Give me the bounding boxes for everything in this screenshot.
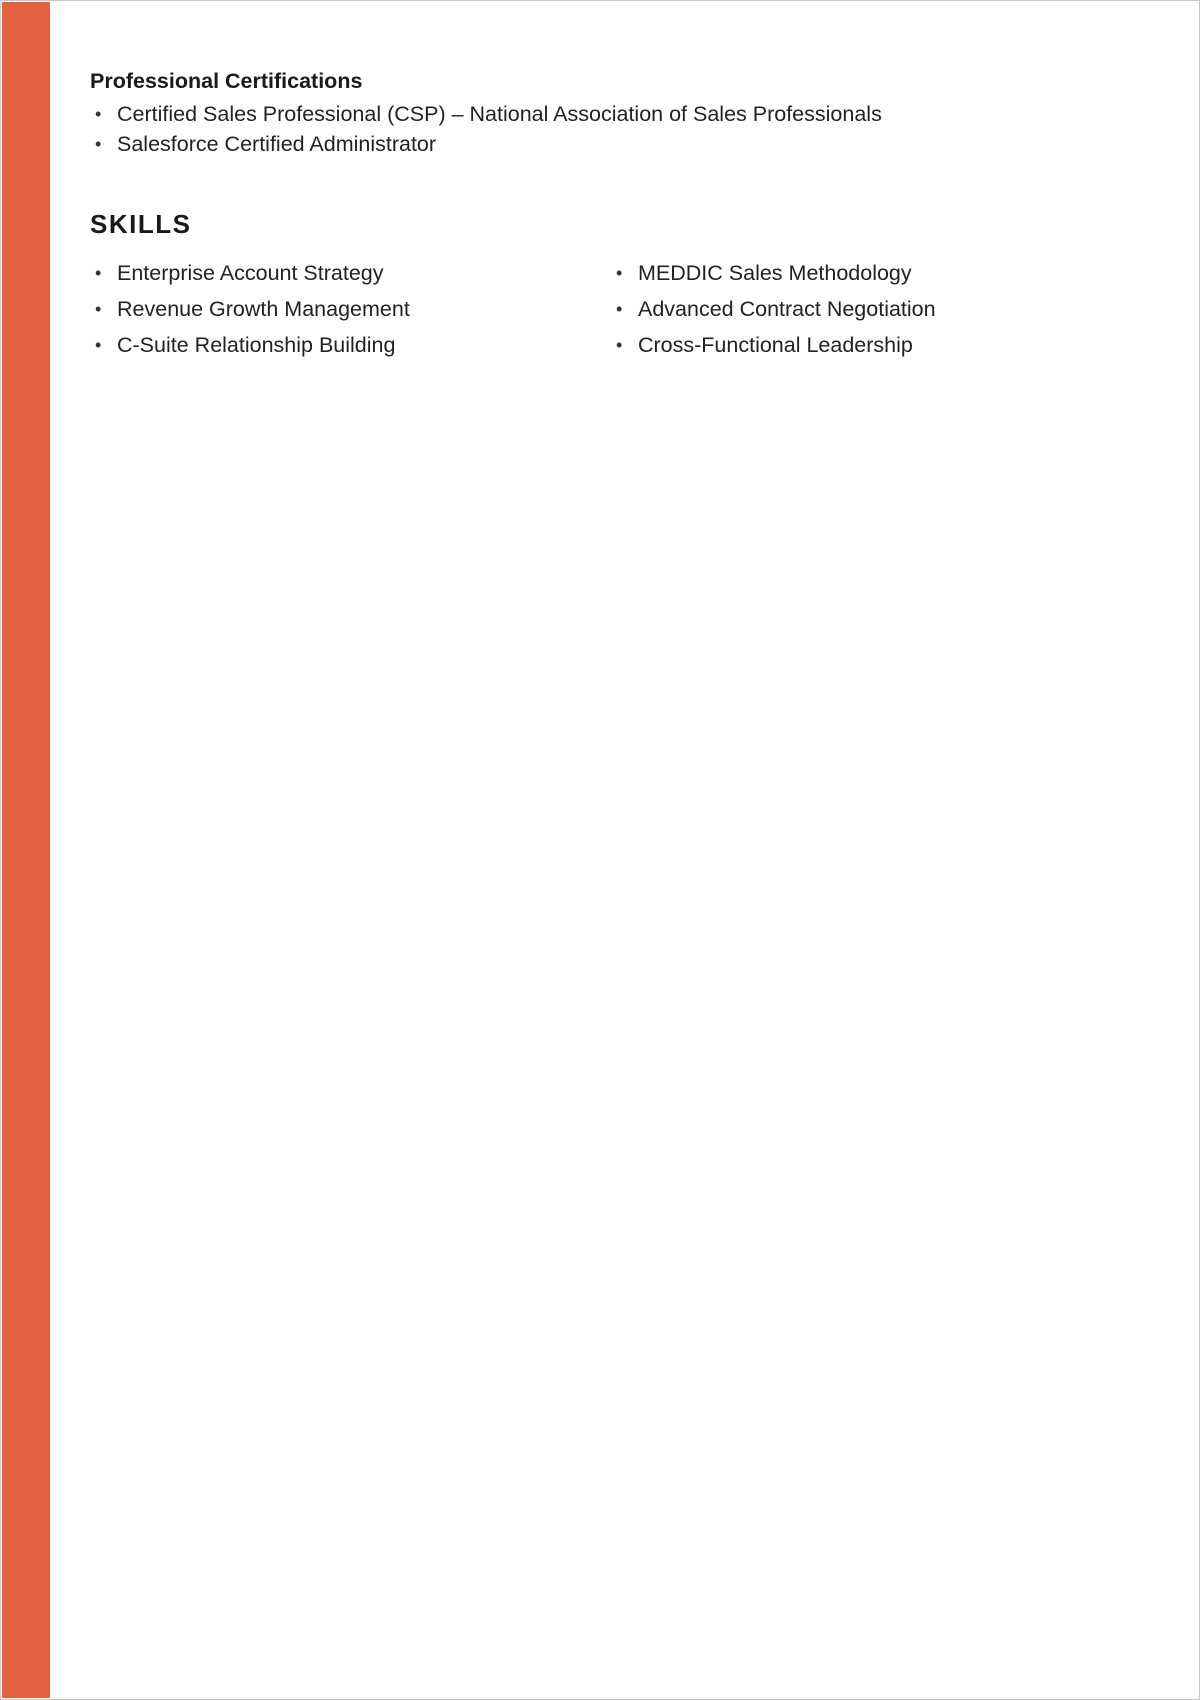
skill-item — [90, 291, 611, 327]
bullet-icon: • — [95, 104, 102, 124]
skill-item — [90, 255, 611, 291]
skill-text: Cross-Functional Leadership — [638, 333, 913, 357]
certification-text: Certified Sales Professional (CSP) – National Association of Sales Professionals — [117, 102, 882, 126]
skills-left-column — [90, 255, 611, 363]
skill-text: Advanced Contract Negotiation — [638, 297, 936, 321]
page-content — [90, 65, 1150, 363]
skill-text: Enterprise Account Strategy — [117, 261, 384, 285]
bullet-icon: • — [616, 263, 623, 283]
skill-text: C-Suite Relationship Building — [117, 333, 396, 357]
bullet-icon: • — [95, 134, 102, 154]
bullet-icon: • — [95, 263, 102, 283]
bullet-icon: • — [95, 299, 102, 319]
skills-section — [90, 207, 1150, 363]
certification-text: Salesforce Certified Administrator — [117, 132, 437, 156]
skill-item — [611, 255, 1132, 291]
certifications-heading: Professional Certifications — [90, 69, 363, 93]
skill-text: MEDDIC Sales Methodology — [638, 261, 912, 285]
skill-item — [611, 327, 1132, 363]
skill-item — [90, 327, 611, 363]
bullet-icon: • — [616, 299, 623, 319]
bullet-icon: • — [95, 335, 102, 355]
accent-sidebar-bar — [2, 2, 50, 1698]
skill-text: Revenue Growth Management — [117, 297, 410, 321]
certification-item — [90, 99, 1150, 129]
certifications-section — [90, 65, 1150, 159]
skills-heading: SKILLS — [90, 209, 192, 239]
skills-right-column — [611, 255, 1132, 363]
skills-grid — [90, 255, 1150, 363]
skill-item — [611, 291, 1132, 327]
certifications-list — [90, 99, 1150, 159]
certification-item — [90, 129, 1150, 159]
bullet-icon: • — [616, 335, 623, 355]
